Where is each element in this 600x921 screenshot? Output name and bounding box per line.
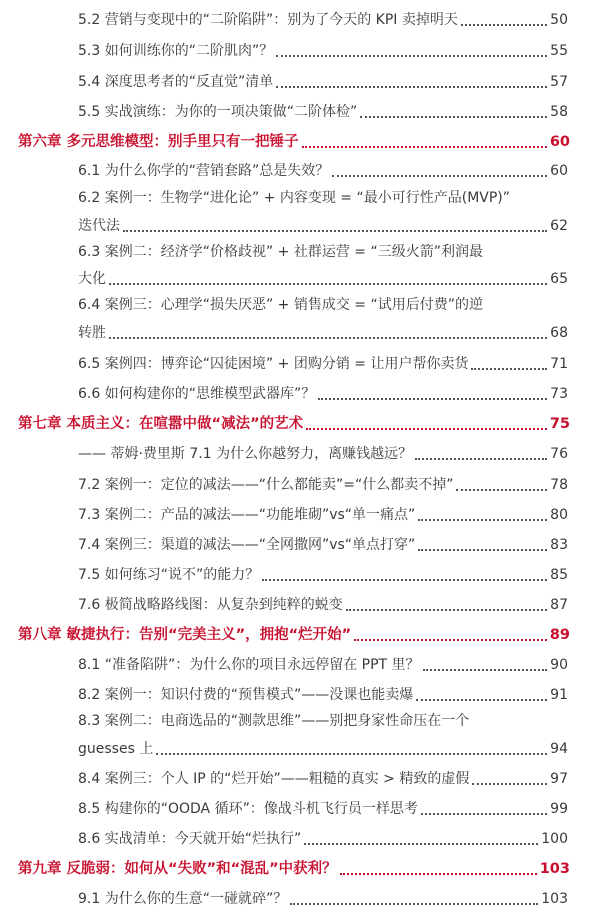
- toc-page-number: 75: [549, 416, 570, 432]
- toc-entry-title: 7.4 案例三：渠道的减法——“全网撒网”vs“单点打穿”: [78, 537, 416, 553]
- toc-page-number: 60: [550, 163, 568, 179]
- toc-entry-title: 6.2 案例一：生物学“进化论” + 内容变现 = “最小可行性产品(MVP)”: [78, 190, 511, 206]
- dot-leader: [306, 427, 547, 430]
- toc-entry-title: 6.6 如何构建你的“思维模型武器库”？: [78, 386, 316, 402]
- toc-page-number: 99: [550, 801, 568, 817]
- dot-leader: [302, 145, 547, 148]
- toc-entry-title: 6.3 案例二：经济学“价格歧视” + 社群运营 = “三级火箭”利润最: [78, 244, 483, 260]
- toc-page-number: 60: [549, 134, 570, 150]
- toc-page-number: 103: [541, 891, 568, 907]
- toc-entry-title: 8.2 案例一：知识付费的“预售模式”——没课也能卖爆: [78, 687, 414, 703]
- dot-leader: [421, 812, 547, 815]
- toc-entry-title: 5.3 如何训练你的“二阶肌肉”？: [78, 43, 274, 59]
- dot-leader: [276, 85, 547, 88]
- toc-entry-title: —— 蒂姆·费里斯 7.1 为什么你越努力，离赚钱越远？: [78, 446, 413, 462]
- toc-entry-title: 6.1 为什么你学的“营销套路”总是失效？: [78, 163, 330, 179]
- dot-leader: [290, 902, 538, 905]
- toc-entry-title: 7.2 案例一：定位的减法——“什么都能卖”=“什么都卖不掉”: [78, 477, 454, 493]
- toc-entry-title: 8.3 案例二：电商选品的“测款思维”——别把身家性命压在一个: [78, 713, 470, 729]
- toc-entry-title: 7.5 如何练习“说不”的能力？: [78, 567, 260, 583]
- toc-entry-title-cont: 大化: [78, 271, 106, 287]
- dot-leader: [456, 488, 547, 491]
- toc-page-number: 50: [550, 12, 568, 28]
- toc-page-number: 91: [550, 687, 568, 703]
- toc-entry-title: 9.1 为什么你的生意“一碰就碎”？: [78, 891, 288, 907]
- toc-page-number: 57: [550, 74, 568, 90]
- dot-leader: [423, 668, 548, 671]
- toc-entry-title: 5.5 实战演练：为你的一项决策做“二阶体检”: [78, 104, 358, 120]
- toc-entry-title: 8.5 构建你的“OODA 循环”：像战斗机飞行员一样思考: [78, 801, 418, 817]
- toc-entry-title-cont: 迭代法: [78, 218, 120, 234]
- toc-page-number: 71: [550, 356, 568, 372]
- toc-page-number: 90: [550, 657, 568, 673]
- dot-leader: [360, 115, 547, 118]
- dot-leader: [109, 336, 547, 339]
- dot-leader: [276, 54, 547, 57]
- toc-page-number: 85: [550, 567, 568, 583]
- toc-entry-title: 8.4 案例三：个人 IP 的“烂开始”——粗糙的真实 > 精致的虚假: [78, 771, 470, 787]
- dot-leader: [123, 229, 547, 232]
- toc-entry-title: 8.6 实战清单：今天就开始“烂执行”: [78, 831, 302, 847]
- toc-page-number: 87: [550, 597, 568, 613]
- dot-leader: [415, 457, 547, 460]
- toc-page-number: 80: [550, 507, 568, 523]
- toc-page-number: 55: [550, 43, 568, 59]
- toc-chapter-title: 第六章 多元思维模型：别手里只有一把锤子: [18, 134, 299, 150]
- dot-leader: [354, 638, 547, 641]
- toc-page-number: 78: [550, 477, 568, 493]
- dot-leader: [416, 698, 547, 701]
- toc-chapter-title: 第九章 反脆弱：如何从“失败”和“混乱”中获利？: [18, 861, 337, 877]
- toc-page-number: 68: [550, 325, 568, 341]
- toc-entry-title: 5.4 深度思考者的“反直觉”清单: [78, 74, 274, 90]
- toc-page-number: 103: [539, 861, 570, 877]
- toc-page-number: 97: [550, 771, 568, 787]
- dot-leader: [472, 782, 547, 785]
- dot-leader: [461, 23, 547, 26]
- dot-leader: [109, 282, 547, 285]
- toc-page-number: 94: [550, 741, 568, 757]
- toc-page-number: 65: [550, 271, 568, 287]
- toc-entry-title: 7.6 极简战略路线图：从复杂到纯粹的蜕变: [78, 597, 343, 613]
- dot-leader: [304, 842, 538, 845]
- dot-leader: [418, 518, 547, 521]
- toc-page-number: 76: [550, 446, 568, 462]
- toc-page-number: 89: [549, 627, 570, 643]
- dot-leader: [418, 548, 547, 551]
- toc-page-number: 83: [550, 537, 568, 553]
- toc-page-number: 100: [541, 831, 568, 847]
- dot-leader: [332, 174, 547, 177]
- toc-page-number: 62: [550, 218, 568, 234]
- dot-leader: [471, 367, 547, 370]
- dot-leader: [340, 872, 537, 875]
- toc-entry-title: 7.3 案例二：产品的减法——“功能堆砌”vs“单一痛点”: [78, 507, 416, 523]
- toc-page-number: 58: [550, 104, 568, 120]
- toc-entry-title: 8.1 “准备陷阱”：为什么你的项目永远停留在 PPT 里？: [78, 657, 420, 673]
- toc-page-number: 73: [550, 386, 568, 402]
- dot-leader: [156, 752, 547, 755]
- dot-leader: [262, 578, 547, 581]
- toc-entry-title-cont: 转胜: [78, 325, 106, 341]
- dot-leader: [346, 608, 547, 611]
- toc-chapter-title: 第七章 本质主义：在喧嚣中做“减法”的艺术: [18, 416, 304, 432]
- toc-entry-title: 6.4 案例三：心理学“损失厌恶” + 销售成交 = “试用后付费”的逆: [78, 297, 483, 313]
- toc-entry-title: 6.5 案例四：博弈论“囚徒困境” + 团购分销 = 让用户帮你卖货: [78, 356, 469, 372]
- toc-chapter-title: 第八章 敏捷执行：告别“完美主义”，拥抱“烂开始”: [18, 627, 352, 643]
- toc-entry-title-cont: guesses 上: [78, 741, 154, 757]
- dot-leader: [318, 397, 547, 400]
- toc-entry-title: 5.2 营销与变现中的“二阶陷阱”：别为了今天的 KPI 卖掉明天: [78, 12, 458, 28]
